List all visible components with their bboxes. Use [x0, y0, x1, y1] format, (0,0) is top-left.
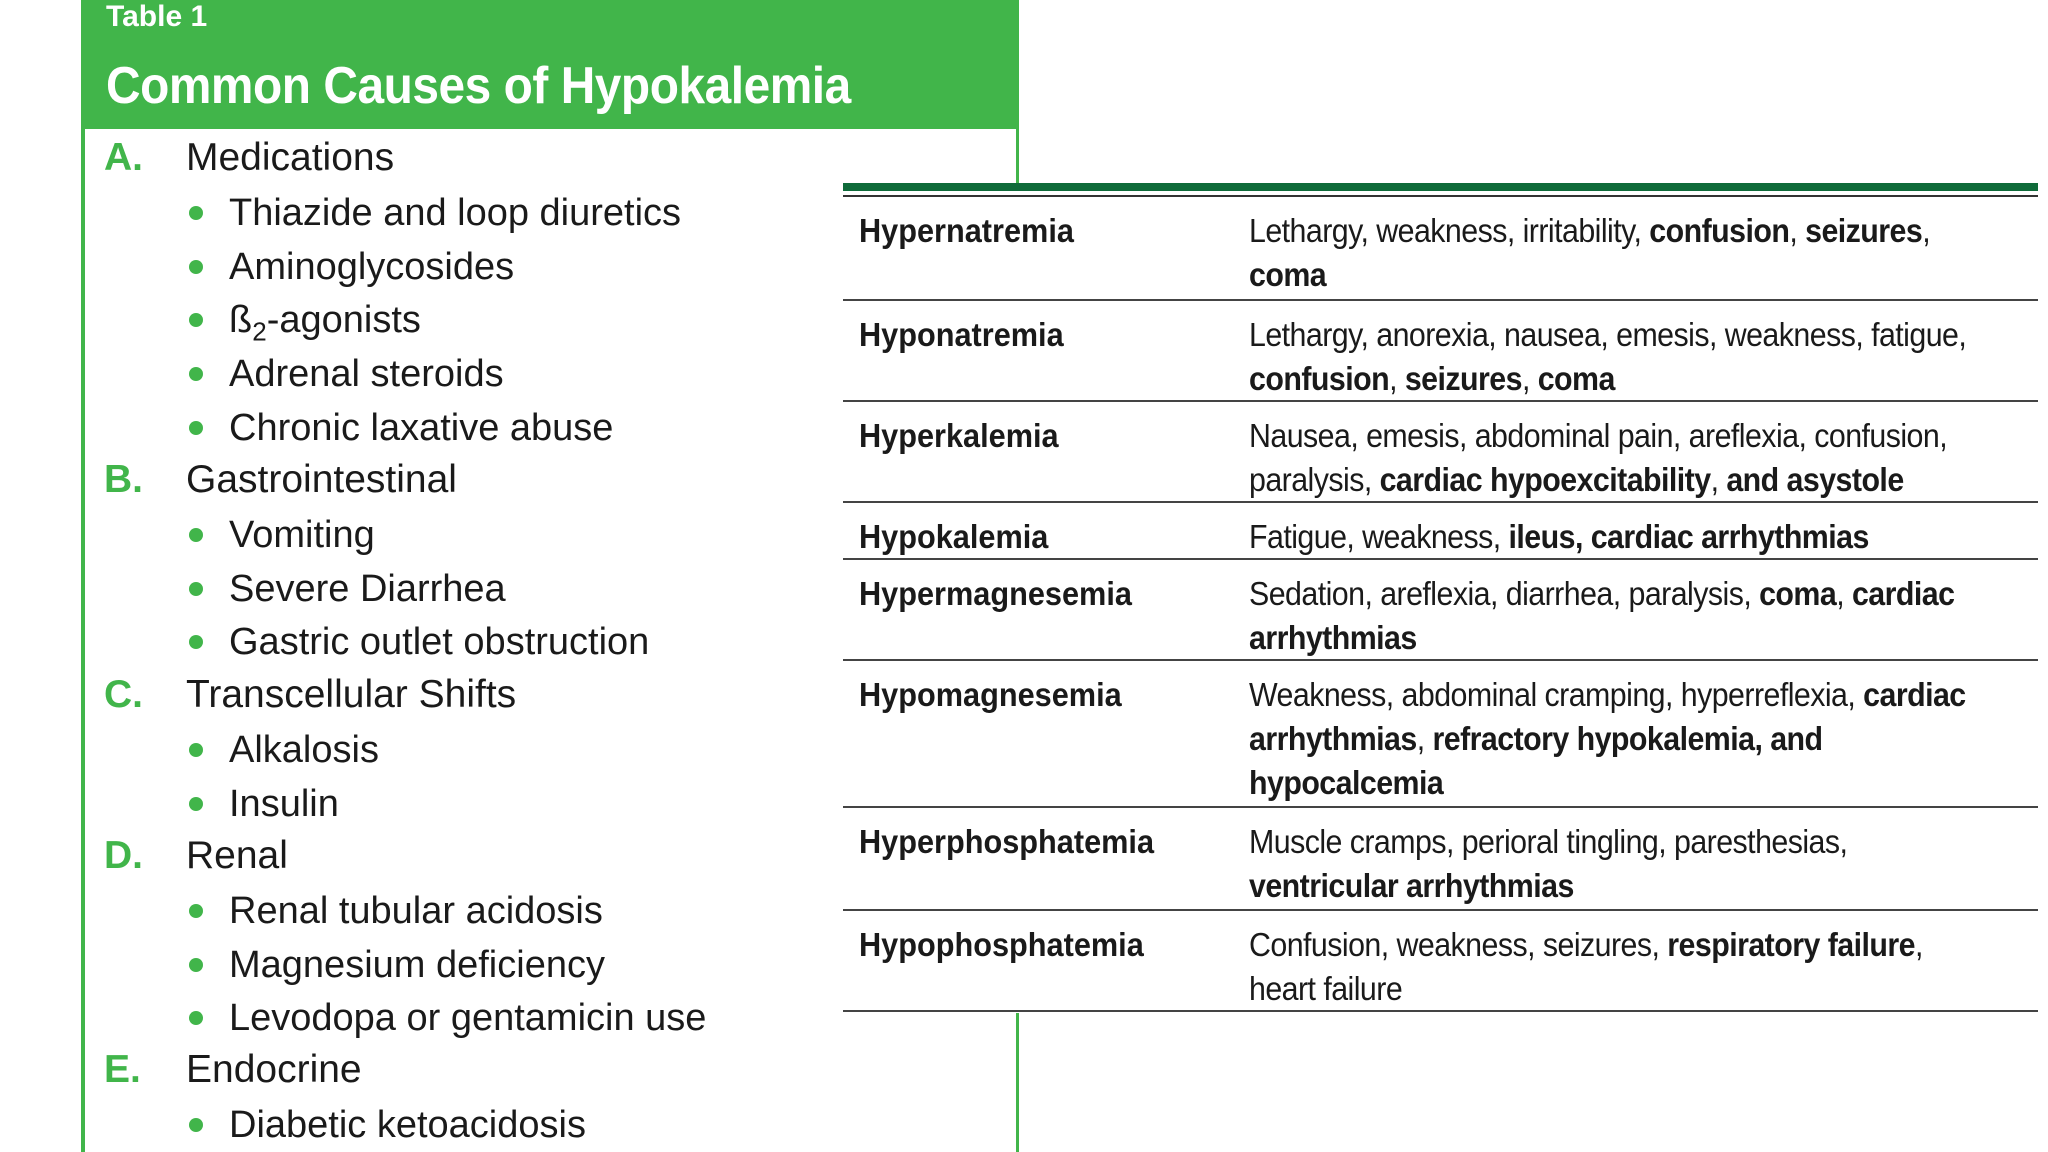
- symptoms-cell: [1249, 313, 1985, 401]
- condition-cell: Hypomagnesemia: [859, 676, 1122, 713]
- bullet-icon: [189, 421, 203, 435]
- bullet-icon: [189, 206, 203, 220]
- symptom-text: Lethargy, weakness, irritability,: [1249, 212, 1650, 249]
- symptom-emphasis: ileus, cardiac arrhythmias: [1508, 518, 1869, 555]
- symptoms-cell: [1249, 515, 1985, 559]
- symptom-emphasis: coma: [1249, 256, 1327, 293]
- list-item-text: Severe Diarrhea: [229, 567, 506, 610]
- symptom-emphasis: seizures: [1805, 212, 1923, 249]
- bullet-icon: [189, 313, 203, 327]
- symptoms-cell: [1249, 820, 1985, 908]
- beta-subscript: 2: [252, 316, 267, 347]
- condition-cell: Hyperphosphatemia: [859, 823, 1155, 860]
- symptom-text: Nausea, emesis, abdominal pain, areflexia, confusion, paralysis,: [1249, 417, 1948, 498]
- list-item-text: Magnesium deficiency: [229, 943, 605, 986]
- symptom-text: ,: [1389, 360, 1405, 397]
- symptom-text: Sedation, areflexia, diarrhea, paralysis,: [1249, 575, 1760, 612]
- bullet-icon: [189, 1118, 203, 1132]
- beta-suffix: -agonists: [266, 299, 421, 342]
- beta-prefix: ß: [229, 299, 253, 342]
- list-item-text: Levodopa or gentamicin use: [229, 997, 707, 1040]
- section-name: Transcellular Shifts: [186, 673, 517, 716]
- symptoms-cell: [1249, 414, 1985, 502]
- bullet-icon: [189, 1011, 203, 1025]
- bullet-icon: [189, 367, 203, 381]
- symptom-emphasis: cardiac arrhythmias: [1249, 676, 1966, 757]
- symptom-text: Confusion, weakness, seizures,: [1249, 926, 1668, 963]
- symptom-emphasis: coma: [1759, 575, 1837, 612]
- table-row: [843, 911, 2038, 1012]
- list-item-text: Insulin: [229, 782, 339, 825]
- bullet-icon: [189, 582, 203, 596]
- section-letter: E.: [104, 1048, 141, 1091]
- condition-cell: Hyperkalemia: [859, 417, 1059, 454]
- bullet-icon: [189, 260, 203, 274]
- section-letter: A.: [104, 136, 143, 179]
- bullet-icon: [189, 797, 203, 811]
- symptoms-cell: [1249, 572, 1985, 660]
- symptoms-cell: [1249, 673, 1985, 805]
- table-row: [843, 661, 2038, 808]
- bullet-icon: [189, 635, 203, 649]
- table-title: Common Causes of Hypokalemia: [106, 57, 851, 115]
- list-item-text: Alkalosis: [229, 729, 379, 771]
- symptom-text: ,: [1836, 575, 1852, 612]
- panel-header: [81, 0, 1019, 129]
- list-item-text: Gastric outlet obstruction: [229, 621, 650, 664]
- symptom-text: , heart failure: [1249, 926, 1923, 1007]
- symptom-emphasis: and asystole: [1726, 461, 1904, 498]
- section-name: Endocrine: [186, 1048, 362, 1091]
- condition-cell: Hypophosphatemia: [859, 926, 1144, 963]
- symptom-emphasis: cardiac hypoexcitability: [1379, 461, 1711, 498]
- bullet-icon: [189, 528, 203, 542]
- section-letter: B.: [104, 458, 143, 501]
- symptom-text: ,: [1521, 360, 1538, 397]
- table-row: [843, 560, 2038, 661]
- list-item-text: Chronic laxative abuse: [229, 406, 614, 449]
- symptom-emphasis: confusion: [1249, 360, 1390, 397]
- symptom-text: Lethargy, anorexia, nausea, emesis, weakness, fatigue,: [1249, 316, 1967, 353]
- condition-cell: Hypernatremia: [859, 212, 1074, 249]
- section-letter: D.: [104, 834, 143, 877]
- symptom-text: Fatigue, weakness,: [1249, 518, 1509, 555]
- table-row: [843, 808, 2038, 911]
- bullet-icon: [189, 743, 203, 757]
- condition-cell: Hypokalemia: [859, 518, 1049, 555]
- symptoms-cell: [1249, 209, 1985, 297]
- list-item-text: Thiazide and loop diuretics: [229, 192, 682, 234]
- symptom-emphasis: confusion: [1649, 212, 1790, 249]
- symptom-emphasis: coma: [1537, 360, 1615, 397]
- table-top-rule: [843, 183, 2038, 191]
- bullet-icon: [189, 904, 203, 918]
- electrolyte-symptoms-table: [843, 183, 2038, 1013]
- symptom-text: ,: [1922, 212, 1931, 249]
- symptom-text: Weakness, abdominal cramping, hyperreflexia,: [1249, 676, 1864, 713]
- symptom-emphasis: ventricular arrhythmias: [1249, 867, 1574, 904]
- symptom-text: Muscle cramps, perioral tingling, paresthesias,: [1249, 823, 1848, 860]
- list-item-text: [229, 295, 421, 345]
- symptom-emphasis: seizures: [1404, 360, 1522, 397]
- table-row: [843, 301, 2038, 402]
- panel-left-rule: [81, 0, 85, 1152]
- symptom-emphasis: respiratory failure: [1667, 926, 1915, 963]
- table-label: Table 1: [106, 0, 208, 33]
- section-letter: C.: [104, 673, 143, 716]
- bullet-icon: [189, 958, 203, 972]
- section-name: Medications: [186, 136, 395, 179]
- list-item-text: Renal tubular acidosis: [229, 890, 603, 932]
- condition-cell: Hypermagnesemia: [859, 575, 1132, 612]
- symptom-text: ,: [1710, 461, 1727, 498]
- condition-cell: Hyponatremia: [859, 316, 1064, 353]
- table-row: [843, 197, 2038, 301]
- section-name: Gastrointestinal: [186, 458, 457, 501]
- symptom-text: ,: [1416, 720, 1433, 757]
- symptom-emphasis: refractory hypokalemia, and hypocalcemia: [1249, 720, 1823, 801]
- list-item-text: Aminoglycosides: [229, 245, 515, 288]
- symptom-emphasis: cardiac arrhythmias: [1249, 575, 1955, 656]
- symptom-text: ,: [1789, 212, 1806, 249]
- list-item-text: Vomiting: [229, 514, 375, 556]
- table-row: [843, 503, 2038, 560]
- list-item-text: Diabetic ketoacidosis: [229, 1104, 586, 1146]
- table-row: [843, 402, 2038, 503]
- symptoms-cell: [1249, 923, 1985, 1011]
- section-name: Renal: [186, 834, 288, 877]
- list-item-text: Adrenal steroids: [229, 353, 504, 396]
